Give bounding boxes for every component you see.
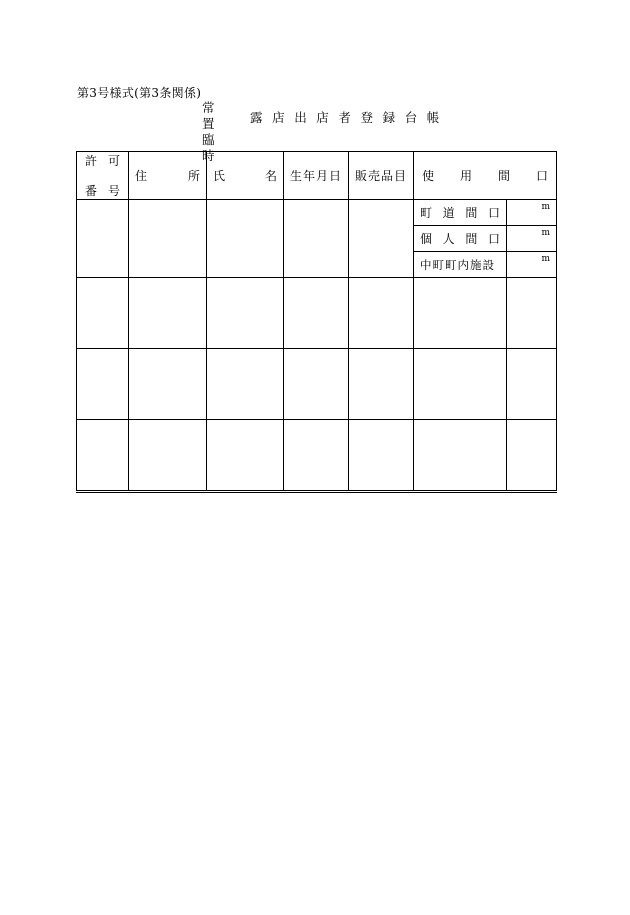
entry-3-usage-value-cell [507, 349, 557, 420]
entry-4-name-cell [207, 420, 284, 492]
header-usage-frontage: 使 用 間 口 [414, 152, 557, 200]
header-row [77, 152, 557, 200]
header-address: 住 所 [129, 152, 207, 200]
entry-2-permit-cell [77, 278, 129, 349]
title-type-temporary: 臨時 [202, 132, 224, 163]
entry-4-goods-cell [349, 420, 414, 492]
header-name: 氏 名 [207, 152, 284, 200]
entry-4-birthdate-cell [284, 420, 349, 492]
entry-row-2 [77, 278, 557, 349]
usage-label-facility: 中町町内施設 [414, 252, 507, 278]
entry-2-goods-cell [349, 278, 414, 349]
entry-3-permit-cell [77, 349, 129, 420]
header-permit-number: 許 可 番 号 [77, 152, 129, 200]
entry-row-3 [77, 349, 557, 420]
entry-4-usage-label-cell [414, 420, 507, 492]
entry-2-address-cell [129, 278, 207, 349]
header-goods: 販売品目 [349, 152, 414, 200]
registration-table [76, 151, 557, 493]
entry-1-birthdate-cell [284, 200, 349, 278]
entry-1-address-cell [129, 200, 207, 278]
entry-3-goods-cell [349, 349, 414, 420]
entry-4-address-cell [129, 420, 207, 492]
entry-2-birthdate-cell [284, 278, 349, 349]
entry-row-4 [77, 420, 557, 492]
entry-row-1-sub-1 [77, 200, 557, 226]
usage-label-private: 個 人 間 口 [414, 226, 507, 252]
form-label: 第3号様式(第3条関係) [77, 86, 202, 100]
entry-4-usage-value-cell [507, 420, 557, 492]
entry-2-name-cell [207, 278, 284, 349]
entry-1-goods-cell [349, 200, 414, 278]
entry-3-address-cell [129, 349, 207, 420]
usage-label-town-road: 町 道 間 口 [414, 200, 507, 226]
entry-4-permit-cell [77, 420, 129, 492]
entry-3-name-cell [207, 349, 284, 420]
header-birthdate: 生年月日 [284, 152, 349, 200]
entry-2-usage-value-cell [507, 278, 557, 349]
entry-2-usage-label-cell [414, 278, 507, 349]
entry-1-name-cell [207, 200, 284, 278]
usage-value-private: m [507, 226, 557, 252]
entry-3-usage-label-cell [414, 349, 507, 420]
entry-3-birthdate-cell [284, 349, 349, 420]
entry-1-permit-cell [77, 200, 129, 278]
usage-value-facility: m [507, 252, 557, 278]
usage-value-town-road: m [507, 200, 557, 226]
title-type-permanent: 常置 [202, 100, 224, 131]
title-main: 露店出店者登録台帳 [250, 110, 449, 125]
